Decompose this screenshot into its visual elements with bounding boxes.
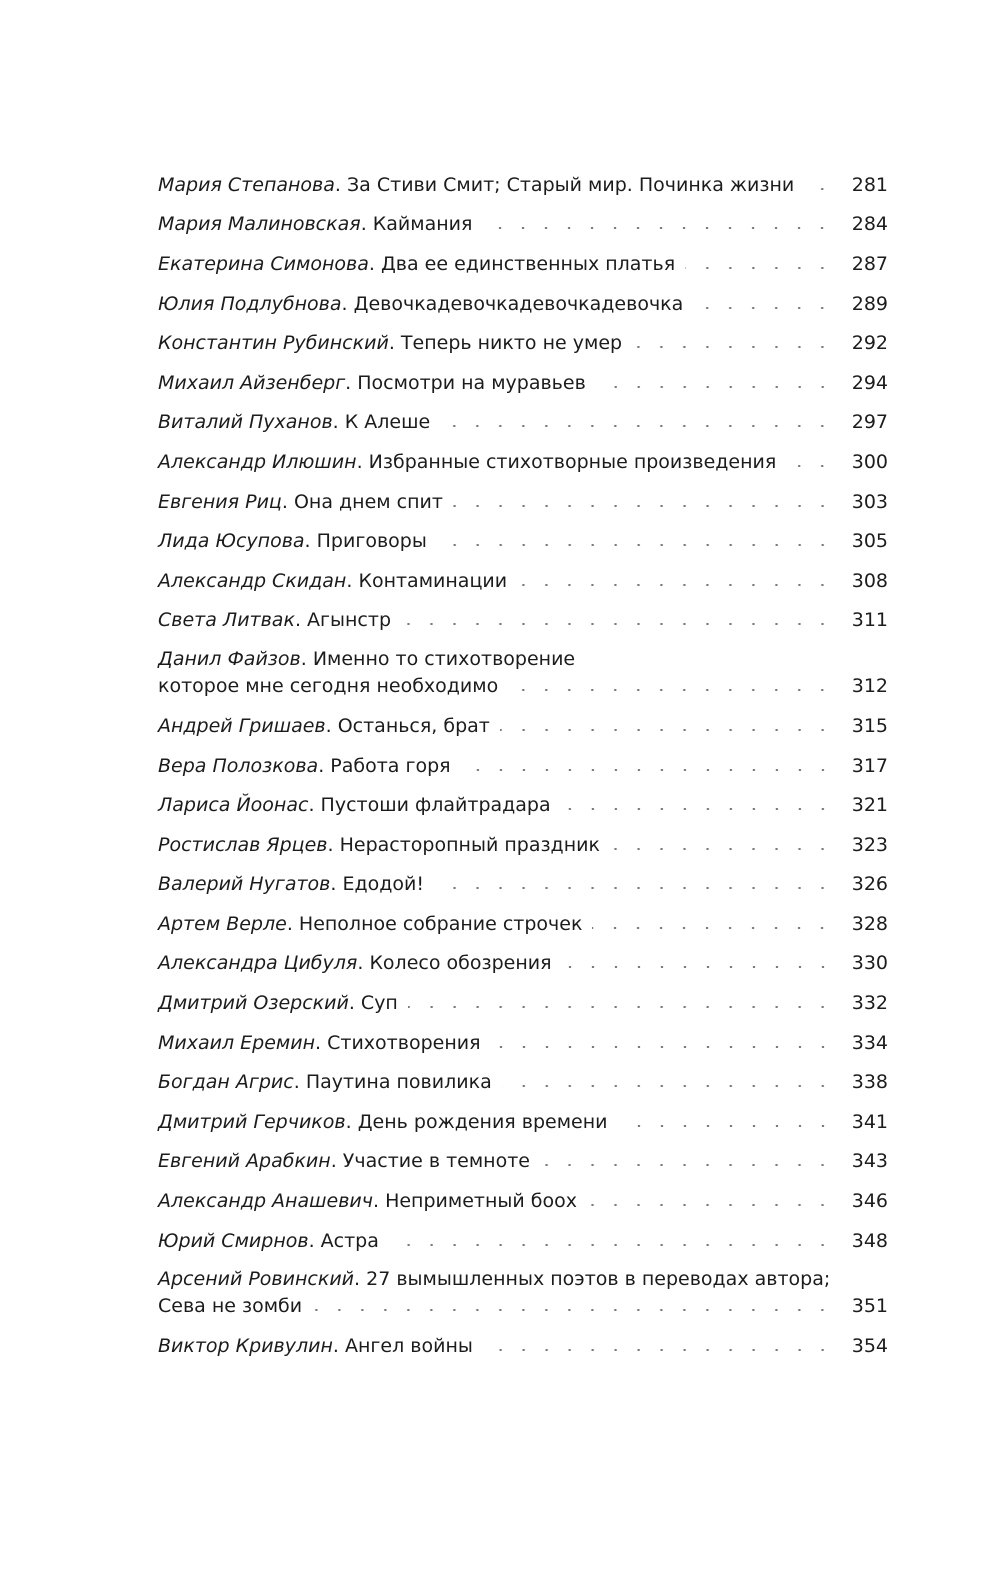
entry-author: Мария Малиновская [158,213,361,236]
entry-author: Александра Цибуля [158,952,358,975]
entry-title: Агынстр [307,609,392,632]
toc-entry [158,244,888,284]
entry-title: Колесо обозрения [369,952,552,975]
entry-page-number: 323 [851,833,888,856]
entry-page-number: 294 [851,371,888,394]
entry-title: Суп [360,992,398,1015]
toc-entry [158,1023,888,1063]
entry-page-number: 328 [851,912,888,935]
entry-title: Именно то стихотворение [312,648,576,671]
author-separator: . [286,912,299,935]
author-separator: . [308,794,321,817]
entry-author: Евгения Риц [158,490,282,513]
author-separator: . [354,1268,367,1291]
dot-leader [517,584,834,586]
entry-author: Юрий Смирнов [158,1229,309,1252]
dot-leader [389,1244,834,1246]
entry-page-number: 351 [851,1295,888,1318]
dot-leader [685,267,834,269]
entry-page-number: 348 [851,1229,888,1252]
entry-author: Мария Степанова [158,173,335,196]
author-separator: . [281,490,294,513]
entry-first-line [158,1266,888,1292]
toc-entry [158,825,888,865]
entry-author: Артем Верле [158,912,287,935]
dot-leader [632,346,834,348]
entry-author: Юлия Подлубнова [158,292,342,315]
entry-page-number: 354 [851,1335,888,1358]
author-separator: . [293,1071,306,1094]
entry-title: Неполное собрание строчек [298,912,583,935]
author-separator: . [318,754,331,777]
entry-author: Вера Полозкова [158,754,319,777]
entry-page-number: 317 [851,754,888,777]
entry-page-number: 303 [851,490,888,513]
dot-leader [408,1006,834,1008]
entry-author: Александр Скидан [158,569,347,592]
entry-page-number: 308 [851,569,888,592]
author-separator: . [360,213,373,236]
toc-entry [158,1062,888,1102]
entry-page-number: 289 [851,292,888,315]
entry-author: Данил Файзов [158,648,301,671]
dot-leader [483,1349,834,1351]
entry-title: За Стиви Смит; Старый мир. Починка жизни [347,173,795,196]
entry-author: Лида Юсупова [158,530,305,553]
toc-entry [158,1326,888,1366]
author-separator: . [345,371,358,394]
toc-entry [158,1221,888,1261]
entry-author: Богдан Агрис [158,1071,294,1094]
dot-leader [434,887,834,889]
entry-page-number: 312 [851,675,888,698]
entry-page-number: 311 [851,609,888,632]
entry-title: Приговоры [316,530,427,553]
toc-entry [158,363,888,403]
entry-title: Неприметный боох [385,1190,577,1213]
dot-leader [508,689,834,691]
dot-leader [502,1085,834,1087]
dot-leader [440,425,834,427]
toc-entry [158,706,888,746]
author-separator: . [304,530,317,553]
entry-author: Ростислав Ярцев [158,833,328,856]
entry-title: Едодой! [342,873,424,896]
author-separator: . [330,1150,343,1173]
dot-leader [804,188,834,190]
toc-entry [158,865,888,905]
toc-entry [158,521,888,561]
entry-author: Андрей Гришаев [158,714,326,737]
entry-page-number: 334 [851,1031,888,1054]
author-separator: . [330,873,343,896]
toc-entry [158,601,888,641]
author-separator: . [315,1031,328,1054]
entry-title: Она днем спит [293,490,443,513]
dot-leader [437,544,834,546]
entry-title: Останься, брат [337,714,490,737]
toc-entry [158,640,888,706]
author-separator: . [332,411,345,434]
dot-leader [491,1046,834,1048]
entry-title: Нерасторопный праздник [339,833,600,856]
toc-entry [158,165,888,205]
entry-title: Паутина повилика [305,1071,492,1094]
entry-page-number: 284 [851,213,888,236]
author-separator: . [308,1229,321,1252]
entry-page-number: 297 [851,411,888,434]
toc-entry [158,1260,888,1326]
entry-second-line [158,1292,888,1320]
entry-page-number: 315 [851,714,888,737]
dot-leader [500,729,834,731]
author-separator: . [334,173,347,196]
toc-entry [158,403,888,443]
entry-author: Дмитрий Озерский [158,992,349,1015]
author-separator: . [356,450,369,473]
entry-author: Арсений Ровинский [158,1268,355,1291]
entry-page-number: 300 [851,450,888,473]
entry-title: Стихотворения [327,1031,481,1054]
entry-page-number: 281 [851,173,888,196]
dot-leader [786,465,834,467]
entry-page-number: 330 [851,952,888,975]
entry-author: Александр Анашевич [158,1190,373,1213]
entry-title: Участие в темноте [342,1150,530,1173]
entry-title: 27 вымышленных поэтов в переводах автора; [366,1268,831,1291]
entry-title: Работа горя [330,754,451,777]
entry-author: Лариса Йоонас [158,794,309,817]
author-separator: . [357,952,370,975]
dot-leader [482,227,834,229]
toc-entry [158,1142,888,1182]
toc-entry [158,746,888,786]
toc-entry [158,1181,888,1221]
entry-title: Посмотри на муравьев [357,371,586,394]
dot-leader [453,505,834,507]
entry-title: Избранные стихотворные произведения [368,450,777,473]
entry-page-number: 343 [851,1150,888,1173]
author-separator: . [332,1335,345,1358]
entry-page-number: 321 [851,794,888,817]
toc-entry [158,482,888,522]
entry-title: Теперь никто не умер [400,332,623,355]
dot-leader [592,927,834,929]
entry-author: Михаил Еремин [158,1031,316,1054]
entry-page-number: 346 [851,1190,888,1213]
entry-page-number: 338 [851,1071,888,1094]
dot-leader [693,307,834,309]
entry-author: Валерий Нугатов [158,873,331,896]
dot-leader [618,1125,834,1127]
author-separator: . [345,1110,358,1133]
dot-leader [561,808,834,810]
entry-author: Михаил Айзенберг [158,371,346,394]
entry-page-number: 305 [851,530,888,553]
entry-title: Астра [320,1229,379,1252]
dot-leader [540,1164,834,1166]
entry-author: Дмитрий Герчиков [158,1110,346,1133]
entry-first-line [158,646,888,672]
entry-author: Евгений Арабкин [158,1150,331,1173]
author-separator: . [368,252,381,275]
entry-title-continuation: которое мне сегодня необходимо [158,675,499,698]
entry-title: Два ее единственных платья [380,252,676,275]
entry-title: Каймания [372,213,473,236]
entry-page-number: 332 [851,992,888,1015]
author-separator: . [325,714,338,737]
dot-leader [610,848,834,850]
toc-entry [158,944,888,984]
dot-leader [461,769,834,771]
dot-leader [587,1204,834,1206]
author-separator: . [372,1190,386,1213]
toc-entry [158,442,888,482]
toc-entry [158,323,888,363]
author-separator: . [388,332,401,355]
entry-title: Пустоши флайтрадара [320,794,551,817]
entry-title: Ангел войны [345,1335,473,1358]
author-separator: . [294,609,308,632]
author-separator: . [346,569,359,592]
entry-title: День рождения времени [357,1110,608,1133]
entry-title-continuation: Сева не зомби [158,1295,303,1318]
author-separator: . [300,648,313,671]
entry-second-line [158,672,888,700]
toc-entry [158,205,888,245]
toc-entry [158,561,888,601]
table-of-contents [158,165,888,1366]
dot-leader [401,623,834,625]
toc-entry [158,983,888,1023]
toc-entry [158,904,888,944]
entry-author: Виктор Кривулин [158,1335,333,1358]
entry-author: Константин Рубинский [158,332,389,355]
entry-page-number: 287 [851,252,888,275]
author-separator: . [348,992,361,1015]
entry-author: Александр Илюшин [158,450,357,473]
toc-entry [158,785,888,825]
entry-page-number: 326 [851,873,888,896]
dot-leader [596,386,834,388]
entry-author: Света Литвак [158,609,295,632]
dot-leader [562,966,834,968]
entry-page-number: 341 [851,1110,888,1133]
toc-entry [158,284,888,324]
dot-leader [312,1309,834,1311]
entry-title: К Алеше [344,411,431,434]
entry-title: Контаминации [358,569,508,592]
entry-author: Виталий Пуханов [158,411,333,434]
toc-entry [158,1102,888,1142]
entry-page-number: 292 [851,332,888,355]
author-separator: . [327,833,340,856]
entry-title: Девочкадевочкадевочкадевочка [353,292,684,315]
author-separator: . [341,292,354,315]
entry-author: Екатерина Симонова [158,252,369,275]
